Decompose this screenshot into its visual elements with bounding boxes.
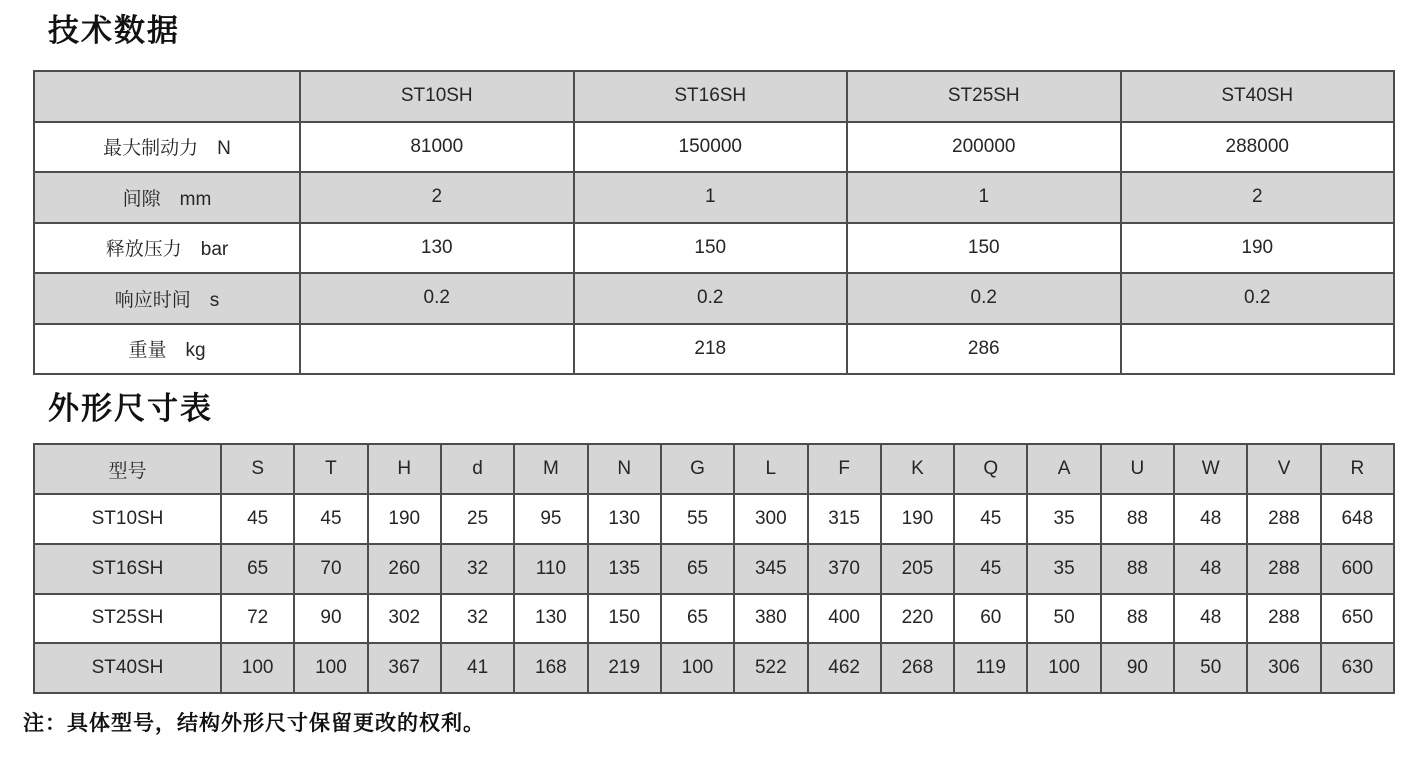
dim-table-body: [34, 494, 1394, 693]
value-cell: 200000: [847, 122, 1121, 173]
row-label-header: 型号: [34, 444, 221, 494]
column-header: T: [294, 444, 367, 494]
value-cell: 302: [368, 594, 441, 644]
value-cell: 219: [588, 643, 661, 693]
dim-table-head: [34, 444, 1394, 494]
tech-table: [33, 70, 1395, 375]
column-header: U: [1101, 444, 1174, 494]
table-row: [34, 643, 1394, 693]
row-label-cell: ST25SH: [34, 594, 221, 644]
value-cell: 150: [574, 223, 848, 274]
value-cell: 150000: [574, 122, 848, 173]
value-cell: 286: [847, 324, 1121, 375]
row-label-cell: 间隙 mm: [34, 172, 300, 223]
column-header: ST40SH: [1121, 71, 1395, 122]
value-cell: 50: [1027, 594, 1100, 644]
column-header: K: [881, 444, 954, 494]
value-cell: 600: [1321, 544, 1394, 594]
value-cell: 65: [221, 544, 294, 594]
value-cell: 90: [1101, 643, 1174, 693]
value-cell: 100: [661, 643, 734, 693]
value-cell: 45: [294, 494, 367, 544]
value-cell: 288000: [1121, 122, 1395, 173]
value-cell: 130: [588, 494, 661, 544]
tech-table-body: [34, 122, 1394, 375]
value-cell: 400: [808, 594, 881, 644]
row-label-cell: 响应时间 s: [34, 273, 300, 324]
value-cell: 0.2: [847, 273, 1121, 324]
value-cell: 32: [441, 544, 514, 594]
value-cell: 190: [1121, 223, 1395, 274]
value-cell: 25: [441, 494, 514, 544]
value-cell: 90: [294, 594, 367, 644]
footnote: 注：具体型号，结构外形尺寸保留更改的权利。: [23, 711, 485, 736]
value-cell: 367: [368, 643, 441, 693]
value-cell: 35: [1027, 544, 1100, 594]
value-cell: [300, 324, 574, 375]
value-cell: 95: [514, 494, 587, 544]
value-cell: 288: [1247, 594, 1320, 644]
table-row: [34, 324, 1394, 375]
value-cell: 370: [808, 544, 881, 594]
column-header: A: [1027, 444, 1100, 494]
column-header: R: [1321, 444, 1394, 494]
value-cell: 48: [1174, 544, 1247, 594]
value-cell: 648: [1321, 494, 1394, 544]
value-cell: 119: [954, 643, 1027, 693]
value-cell: 1: [847, 172, 1121, 223]
value-cell: 150: [847, 223, 1121, 274]
column-header: d: [441, 444, 514, 494]
row-label-header: [34, 71, 300, 122]
column-header: W: [1174, 444, 1247, 494]
value-cell: 88: [1101, 494, 1174, 544]
value-cell: 168: [514, 643, 587, 693]
value-cell: 0.2: [1121, 273, 1395, 324]
value-cell: 72: [221, 594, 294, 644]
value-cell: 315: [808, 494, 881, 544]
column-header: N: [588, 444, 661, 494]
row-label-cell: 最大制动力 N: [34, 122, 300, 173]
column-header: M: [514, 444, 587, 494]
value-cell: 45: [954, 544, 1027, 594]
column-header: F: [808, 444, 881, 494]
value-cell: 60: [954, 594, 1027, 644]
value-cell: 268: [881, 643, 954, 693]
value-cell: 65: [661, 544, 734, 594]
value-cell: 110: [514, 544, 587, 594]
value-cell: 45: [221, 494, 294, 544]
table-row: [34, 223, 1394, 274]
column-header: V: [1247, 444, 1320, 494]
value-cell: 55: [661, 494, 734, 544]
value-cell: 70: [294, 544, 367, 594]
row-label-cell: ST40SH: [34, 643, 221, 693]
value-cell: 190: [881, 494, 954, 544]
value-cell: 2: [300, 172, 574, 223]
value-cell: 205: [881, 544, 954, 594]
column-header: Q: [954, 444, 1027, 494]
table-row: [34, 172, 1394, 223]
column-header: G: [661, 444, 734, 494]
value-cell: 380: [734, 594, 807, 644]
dimension-table-title: 外形尺寸表: [48, 391, 213, 427]
tech-table-header-row: [34, 71, 1394, 122]
row-label-cell: ST16SH: [34, 544, 221, 594]
value-cell: 81000: [300, 122, 574, 173]
table-row: [34, 594, 1394, 644]
value-cell: 0.2: [300, 273, 574, 324]
value-cell: 288: [1247, 544, 1320, 594]
value-cell: 1: [574, 172, 848, 223]
tech-table-head: [34, 71, 1394, 122]
value-cell: 65: [661, 594, 734, 644]
value-cell: 306: [1247, 643, 1320, 693]
value-cell: 2: [1121, 172, 1395, 223]
value-cell: 0.2: [574, 273, 848, 324]
value-cell: 100: [294, 643, 367, 693]
value-cell: 345: [734, 544, 807, 594]
row-label-cell: ST10SH: [34, 494, 221, 544]
table-row: [34, 122, 1394, 173]
value-cell: 650: [1321, 594, 1394, 644]
value-cell: 462: [808, 643, 881, 693]
value-cell: 135: [588, 544, 661, 594]
column-header: S: [221, 444, 294, 494]
value-cell: 260: [368, 544, 441, 594]
value-cell: 130: [514, 594, 587, 644]
column-header: L: [734, 444, 807, 494]
value-cell: 288: [1247, 494, 1320, 544]
table-row: [34, 544, 1394, 594]
table-row: [34, 494, 1394, 544]
value-cell: 630: [1321, 643, 1394, 693]
value-cell: 45: [954, 494, 1027, 544]
value-cell: 130: [300, 223, 574, 274]
tech-data-title: 技术数据: [48, 13, 180, 48]
value-cell: 48: [1174, 594, 1247, 644]
value-cell: 35: [1027, 494, 1100, 544]
value-cell: 48: [1174, 494, 1247, 544]
value-cell: 220: [881, 594, 954, 644]
value-cell: [1121, 324, 1395, 375]
column-header: ST16SH: [574, 71, 848, 122]
column-header: H: [368, 444, 441, 494]
table-row: [34, 273, 1394, 324]
value-cell: 150: [588, 594, 661, 644]
column-header: ST25SH: [847, 71, 1121, 122]
value-cell: 88: [1101, 594, 1174, 644]
value-cell: 190: [368, 494, 441, 544]
dim-table: [33, 443, 1395, 694]
value-cell: 100: [1027, 643, 1100, 693]
value-cell: 88: [1101, 544, 1174, 594]
row-label-cell: 释放压力 bar: [34, 223, 300, 274]
value-cell: 522: [734, 643, 807, 693]
value-cell: 218: [574, 324, 848, 375]
dim-table-header-row: [34, 444, 1394, 494]
value-cell: 41: [441, 643, 514, 693]
value-cell: 50: [1174, 643, 1247, 693]
row-label-cell: 重量 kg: [34, 324, 300, 375]
value-cell: 32: [441, 594, 514, 644]
column-header: ST10SH: [300, 71, 574, 122]
value-cell: 300: [734, 494, 807, 544]
value-cell: 100: [221, 643, 294, 693]
